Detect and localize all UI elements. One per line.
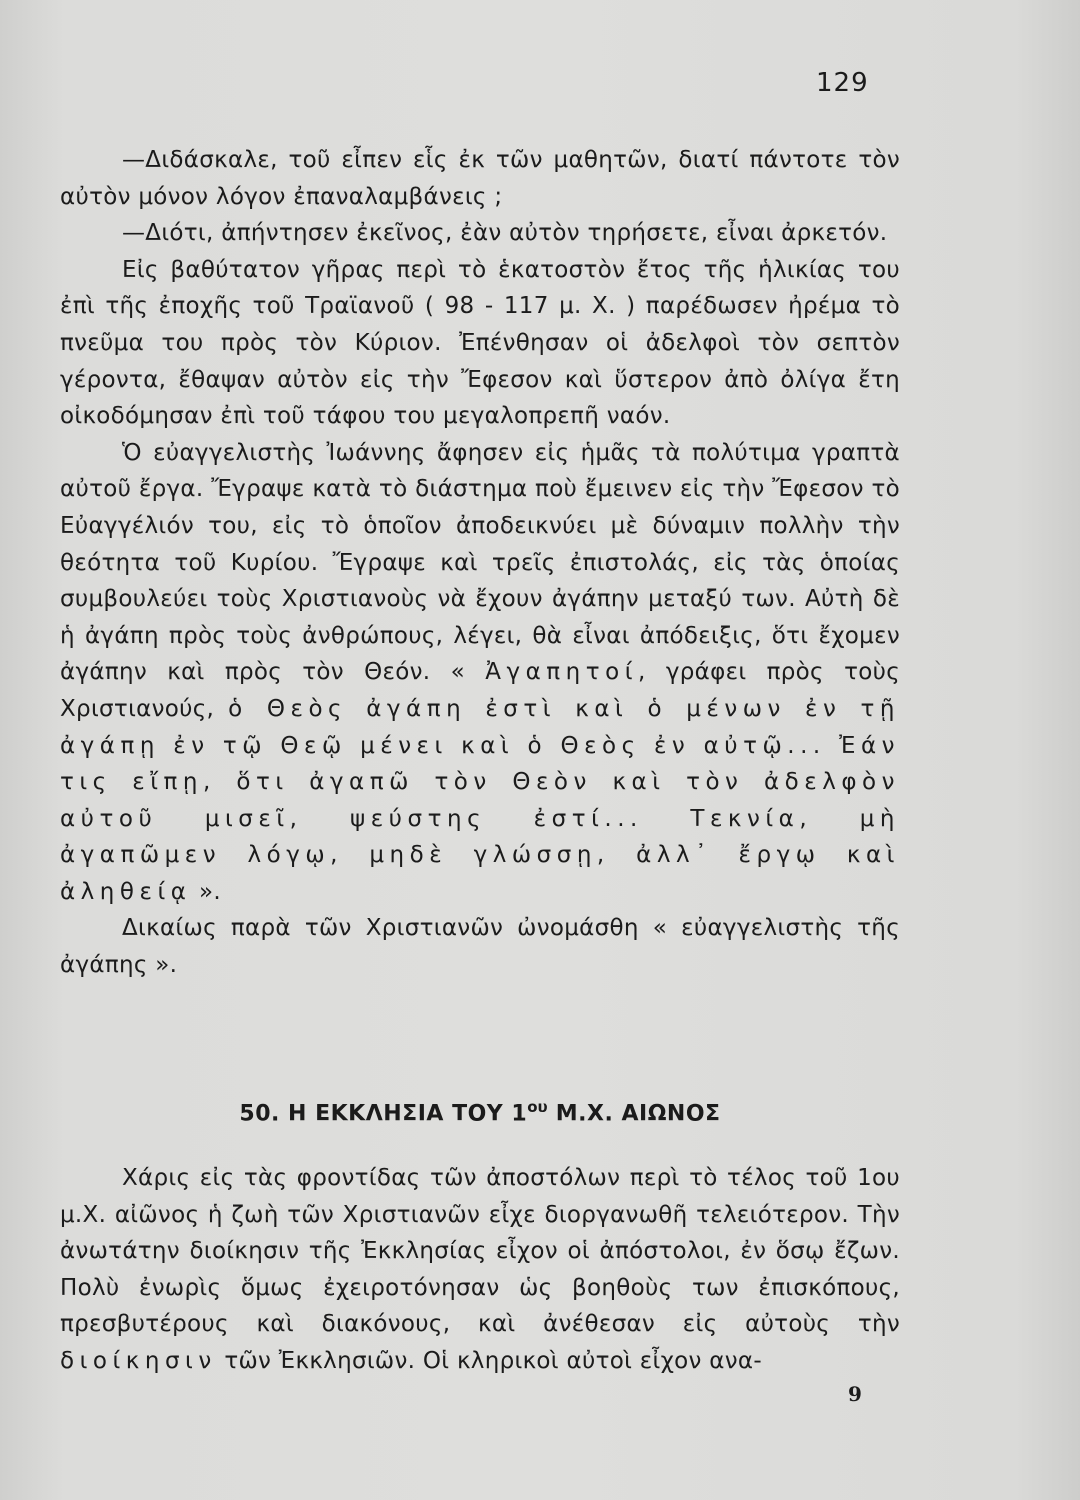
spaced-text-run: διοίκησιν — [60, 1347, 217, 1374]
text-run: Δικαίως παρὰ τῶν Χριστιανῶν ὠνομάσθη « εὐαγγελιστὴς τῆς ἀγάπης ». — [60, 915, 900, 979]
text-run: —Διδάσκαλε, τοῦ εἶπεν εἷς ἐκ τῶν μαθητῶν, διατί πάντοτε τὸν αὐτὸν μόνον λόγον ἐπαναλαμβάνεις ; — [60, 147, 900, 210]
spaced-text-run: Ἀγαπητοί — [485, 659, 639, 686]
section-text — [60, 1160, 900, 1380]
paragraph — [60, 435, 900, 911]
text-run: Εἰς βαθύτατον γῆρας περὶ τὸ ἑκατοστὸν ἔτος τῆς ἡλικίας του ἐπὶ τῆς ἐποχῆς τοῦ Τραϊανοῦ ( 98 - 117 μ. Χ. ) παρέδωσεν ἠρέμα τὸ πνεῦμα του πρὸς τὸν Κύριον. Ἐπένθησαν οἱ ἀδελφοὶ τὸν σεπτὸν γέροντα, ἔθαψαν αὐτὸν εἰς τὴν Ἔφεσον καὶ ὕστερον ἀπὸ ὀλίγα ἔτη οἰκοδόμησαν ἐπὶ τοῦ τάφου του μεγαλοπρεπῆ ναόν. — [60, 256, 900, 430]
text-run: Χάρις εἰς τὰς φροντίδας τῶν ἀποστόλων περὶ τὸ τέλος τοῦ 1ου μ.Χ. αἰῶνος ἡ ζωὴ τῶν Χριστιανῶν εἶχε διοργανωθῆ τελειότερον. Τὴν ἀνωτάτην διοίκησιν τῆς Ἐκκλησίας εἶχον οἱ ἀπόστολοι, ἐν ὅσῳ ἔζων. Πολὺ ἐνωρὶς ὅμως ἐχειροτόνησαν ὡς βοηθοὺς των ἐπισκόπους, πρεσβυτέρους καὶ διακόνους, καὶ ἀνέθεσαν εἰς αὐτοὺς τὴν — [60, 1165, 900, 1338]
text-run: ». — [191, 878, 222, 905]
section-heading — [60, 1098, 900, 1126]
spaced-quotation: ὁ Θεὸς ἀγάπη ἐστὶ καὶ ὁ μένων ἐν τῇ ἀγάπῃ ἐν τῷ Θεῷ μένει καὶ ὁ Θεὸς ἐν αὐτῷ... Ἐάν τις εἴπῃ, ὅτι ἀγαπῶ τὸν Θεὸν καὶ τὸν ἀδελφὸν αὐτοῦ μισεῖ, ψεύστης ἐστί... Τεκνία, μὴ ἀγαπῶμεν λόγῳ, μηδὲ γλώσσῃ, ἀλλ᾽ ἔργῳ καὶ ἀληθείᾳ — [60, 695, 900, 905]
section-heading-tail: Μ.Χ. ΑΙΩΝΟΣ — [547, 1101, 721, 1127]
signature-mark: 9 — [848, 1382, 862, 1406]
text-run: , γράφει πρὸς τοὺς Χριστιανούς, — [60, 659, 900, 722]
section-heading-superscript: ου — [527, 1098, 548, 1116]
section-heading-main: 50. Η ΕΚΚΛΗΣΙΑ ΤΟΥ 1 — [239, 1101, 528, 1127]
paragraph — [60, 142, 900, 215]
page-number: 129 — [816, 68, 869, 98]
text-run: Ὁ εὐαγγελιστὴς Ἰωάννης ἄφησεν εἰς ἡμᾶς τὰ πολύτιμα γραπτὰ αὐτοῦ ἔργα. Ἔγραψε κατὰ τὸ διάστημα ποὺ ἔμεινεν εἰς τὴν Ἔφεσον τὸ Εὐαγγέλιόν του, εἰς τὸ ὁποῖον ἀποδεικνύει μὲ δύναμιν πολλὴν τὴν θεότητα τοῦ Κυρίου. Ἔγραψε καὶ τρεῖς ἐπιστολάς, εἰς τὰς ὁποίας συμβουλεύει τοὺς Χριστιανοὺς νὰ ἔχουν ἀγάπην μεταξύ των. Αὐτὴ δὲ ἡ ἀγάπη πρὸς τοὺς ἀνθρώπους, λέγει, θὰ εἶναι ἀπόδειξις, ὅτι ἔχομεν ἀγάπην καὶ πρὸς τὸν Θεόν. « — [60, 439, 900, 686]
paragraph — [60, 215, 900, 252]
text-run: τῶν Ἐκκλησιῶν. Οἱ κληρικοὶ αὐτοὶ εἶχον ανα- — [216, 1347, 762, 1374]
paragraph — [60, 910, 900, 983]
main-text — [60, 142, 900, 984]
paragraph — [60, 252, 900, 435]
text-run: —Διότι, ἀπήντησεν ἐκεῖνος, ἐὰν αὐτὸν τηρήσετε, εἶναι ἀρκετόν. — [122, 220, 888, 247]
paragraph — [60, 1160, 900, 1380]
